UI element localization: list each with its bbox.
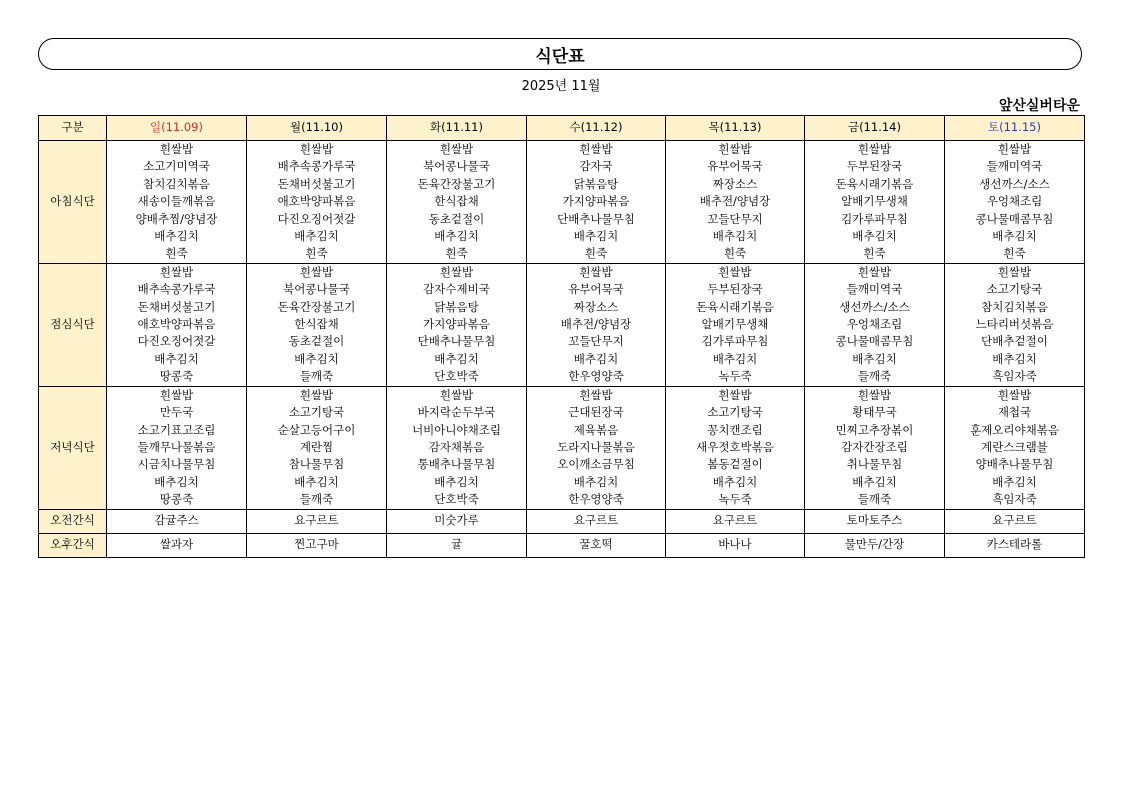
menu-item: 시금치나물무침 [137, 457, 216, 472]
menu-item: 바지락순두부국 [417, 405, 496, 420]
menu-item: 느타리버섯볶음 [975, 317, 1054, 332]
menu-item: 흰쌀밥 [718, 387, 752, 402]
lunch-row [39, 263, 1085, 386]
row-label: 오전간식 [39, 509, 107, 533]
morning-snack-cell-sat: 요구르트 [945, 509, 1085, 533]
menu-item: 돈채버섯불고기 [137, 299, 216, 314]
menu-item: 흰쌀밥 [997, 387, 1032, 402]
menu-item: 짜장소스 [573, 299, 619, 314]
menu-item: 들깨미역국 [986, 159, 1043, 174]
menu-item: 동초겉절이 [428, 211, 485, 226]
menu-item: 다진오징어젓갈 [137, 334, 216, 349]
afternoon-snack-cell-wed: 꿀호떡 [527, 533, 666, 557]
menu-item: 단배추나물무침 [557, 211, 635, 226]
menu-item: 북어콩나물국 [423, 159, 490, 174]
dinner-cell-sun [107, 386, 247, 509]
menu-item: 들깨미역국 [846, 282, 903, 297]
facility-name: 앞산실버타운 [998, 98, 1080, 114]
day-header-sun: 일(11.09) [107, 116, 247, 141]
menu-item: 소고기미역국 [143, 159, 210, 174]
menu-item: 양배추나물무침 [975, 457, 1054, 472]
menu-item: 들깨죽 [857, 369, 892, 384]
menu-item: 흰쌀밥 [718, 142, 752, 156]
menu-item: 단배추겉절이 [981, 334, 1048, 349]
menu-item: 흰쌀밥 [857, 264, 892, 279]
menu-item: 만두국 [159, 405, 194, 420]
day-header-sat: 토(11.15) [945, 116, 1085, 141]
dinner-cell-fri [805, 386, 945, 509]
page-title: 식단표 [535, 46, 585, 67]
day-header-wed: 수(11.12) [527, 116, 666, 141]
menu-item: 새우젓호박볶음 [696, 439, 774, 454]
menu-item: 감자채볶음 [428, 439, 485, 454]
menu-month: 2025년 11월 [521, 79, 601, 94]
menu-item: 봄동겉절이 [707, 457, 763, 472]
menu-item: 배추김치 [154, 474, 199, 489]
afternoon-snack-cell-fri: 물만두/간장 [805, 533, 945, 557]
morning-snack-cell-thu: 요구르트 [666, 509, 805, 533]
menu-item: 꽁치캔조림 [707, 422, 763, 437]
menu-item: 배추김치 [294, 351, 339, 366]
menu-item: 콩나물매콤무침 [835, 334, 914, 349]
menu-item: 배추김치 [712, 351, 758, 366]
header-label: 구분 [39, 116, 107, 141]
afternoon-snack-row [39, 533, 1085, 557]
menu-item: 알배기무생채 [841, 194, 908, 209]
menu-item: 흰쌀밥 [579, 142, 613, 156]
row-label: 아침식단 [39, 141, 107, 264]
dinner-cell-sat [945, 386, 1085, 509]
menu-item: 단호박죽 [434, 369, 479, 384]
menu-item: 알배기무생채 [701, 317, 769, 332]
menu-item: 돈육시래기볶음 [696, 299, 774, 314]
row-label: 저녁식단 [39, 386, 107, 509]
menu-item: 유부어묵국 [707, 159, 763, 174]
menu-item: 계란스크램블 [981, 439, 1048, 454]
breakfast-cell-thu [666, 141, 805, 264]
breakfast-cell-sat [945, 141, 1085, 264]
breakfast-cell-mon [247, 141, 387, 264]
breakfast-cell-wed [527, 141, 666, 264]
menu-item: 재첩국 [997, 405, 1032, 420]
menu-item: 오이깨소금무침 [557, 457, 635, 472]
menu-item: 배추김치 [573, 351, 619, 366]
menu-item: 흰죽 [445, 246, 468, 261]
menu-item: 흰쌀밥 [159, 264, 194, 279]
afternoon-snack-cell-mon: 찐고구마 [247, 533, 387, 557]
menu-item: 돈육간장불고기 [417, 176, 496, 191]
menu-item: 배추김치 [573, 474, 619, 489]
menu-item: 단배추나물무침 [417, 334, 496, 349]
menu-item: 훈제오리야채볶음 [970, 422, 1059, 437]
menu-item: 흰쌀밥 [439, 264, 474, 279]
menu-item: 소고기탕국 [986, 282, 1043, 297]
menu-item: 흰쌀밥 [299, 142, 334, 156]
menu-item: 김가루파무침 [841, 211, 908, 226]
menu-item: 우엉채조림 [986, 194, 1043, 209]
menu-item: 녹두죽 [718, 492, 752, 507]
row-label: 점심식단 [39, 263, 107, 386]
menu-table [38, 115, 1085, 558]
menu-item: 흰죽 [723, 246, 747, 261]
lunch-cell-sat [945, 263, 1085, 386]
menu-item: 흰쌀밥 [579, 387, 613, 402]
menu-item: 돈육간장불고기 [277, 299, 356, 314]
morning-snack-cell-mon: 요구르트 [247, 509, 387, 533]
afternoon-snack-cell-sat: 카스테라롤 [945, 533, 1085, 557]
menu-item: 취나물무침 [846, 457, 903, 472]
menu-item: 소고기탕국 [707, 405, 763, 420]
menu-item: 도라지나물볶음 [557, 439, 635, 454]
menu-item: 순살고등어구이 [277, 422, 356, 437]
row-label: 오후간식 [39, 533, 107, 557]
menu-item: 참치김치볶음 [143, 176, 210, 191]
menu-item: 배추김치 [154, 351, 199, 366]
menu-item: 감자수제비국 [423, 282, 490, 297]
lunch-cell-tue [387, 263, 527, 386]
menu-item: 배추김치 [852, 229, 897, 244]
menu-item: 흰쌀밥 [299, 387, 334, 402]
menu-item: 흰죽 [863, 246, 886, 261]
menu-item: 소고기표고조림 [137, 422, 216, 437]
menu-item: 흑임자죽 [992, 492, 1037, 507]
morning-snack-row [39, 509, 1085, 533]
menu-item: 녹두죽 [718, 369, 752, 384]
menu-item: 한식잡채 [434, 194, 479, 209]
morning-snack-cell-wed: 요구르트 [527, 509, 666, 533]
menu-item: 들깨죽 [299, 492, 334, 507]
menu-item: 참나물무침 [288, 457, 345, 472]
menu-item: 한식잡채 [294, 317, 339, 332]
menu-item: 닭볶음탕 [573, 176, 619, 191]
menu-item: 배추속콩가루국 [137, 282, 216, 297]
lunch-cell-wed [527, 263, 666, 386]
menu-item: 배추김치 [434, 229, 479, 244]
breakfast-cell-fri [805, 141, 945, 264]
menu-item: 흰쌀밥 [997, 142, 1032, 156]
menu-item: 꼬들단무지 [707, 211, 763, 226]
menu-item: 소고기탕국 [288, 405, 345, 420]
menu-item: 배추김치 [852, 474, 897, 489]
afternoon-snack-cell-thu: 바나나 [666, 533, 805, 557]
menu-item: 흰쌀밥 [299, 264, 334, 279]
menu-item: 배추김치 [294, 474, 339, 489]
menu-item: 흑임자죽 [992, 369, 1037, 384]
menu-item: 감자국 [579, 159, 613, 174]
menu-item: 유부어묵국 [568, 282, 624, 297]
dinner-cell-mon [247, 386, 387, 509]
menu-item: 배추김치 [712, 474, 758, 489]
menu-item: 민찌고추장볶이 [835, 422, 914, 437]
menu-item: 흰쌀밥 [857, 142, 892, 156]
menu-item: 애호박양파볶음 [137, 317, 216, 332]
menu-item: 배추김치 [294, 229, 339, 244]
menu-item: 흰쌀밥 [997, 264, 1032, 279]
menu-item: 가지양파볶음 [423, 317, 490, 332]
dinner-row [39, 386, 1085, 509]
menu-item: 애호박양파볶음 [277, 194, 356, 209]
menu-item: 닭볶음탕 [434, 299, 479, 314]
breakfast-cell-tue [387, 141, 527, 264]
menu-item: 배추김치 [992, 229, 1037, 244]
menu-item: 땅콩죽 [159, 492, 194, 507]
menu-item: 배추김치 [712, 229, 758, 244]
menu-item: 흰쌀밥 [159, 387, 194, 402]
menu-item: 흰쌀밥 [439, 142, 474, 156]
menu-item: 콩나물매콤무침 [975, 211, 1054, 226]
menu-item: 우엉채조림 [846, 317, 903, 332]
lunch-cell-mon [247, 263, 387, 386]
menu-item: 배추전/양념장 [699, 194, 771, 209]
day-header-thu: 목(11.13) [666, 116, 805, 141]
menu-item: 김가루파무침 [701, 334, 769, 349]
menu-item: 양배추찜/양념장 [135, 211, 218, 226]
menu-item: 짜장소스 [712, 176, 758, 191]
menu-item: 배추속콩가루국 [277, 159, 356, 174]
afternoon-snack-cell-tue: 귤 [387, 533, 527, 557]
menu-item: 배추김치 [992, 474, 1037, 489]
dinner-cell-tue [387, 386, 527, 509]
menu-item: 통배추나물무침 [417, 457, 496, 472]
menu-item: 흰쌀밥 [159, 142, 194, 156]
menu-item: 땅콩죽 [159, 369, 194, 384]
menu-item: 한우영양죽 [568, 492, 624, 507]
lunch-cell-thu [666, 263, 805, 386]
menu-item: 배추김치 [573, 229, 619, 244]
menu-item: 들깨무나물볶음 [137, 439, 216, 454]
dinner-cell-wed [527, 386, 666, 509]
menu-item: 흰쌀밥 [579, 264, 613, 279]
menu-item: 계란찜 [299, 439, 334, 454]
morning-snack-cell-tue: 미숫가루 [387, 509, 527, 533]
morning-snack-cell-fri: 토마토주스 [805, 509, 945, 533]
menu-item: 흰죽 [165, 246, 188, 261]
menu-item: 다진오징어젓갈 [277, 211, 356, 226]
menu-item: 생선까스/소스 [839, 299, 910, 314]
menu-item: 감자간장조림 [841, 439, 908, 454]
menu-item: 흰죽 [305, 246, 328, 261]
day-header-mon: 월(11.10) [247, 116, 387, 141]
menu-item: 꼬들단무지 [568, 334, 624, 349]
menu-item: 흰쌀밥 [718, 264, 752, 279]
menu-item: 새송이들깨볶음 [137, 194, 216, 209]
menu-item: 배추전/양념장 [560, 317, 632, 332]
menu-item: 배추김치 [154, 229, 199, 244]
menu-item: 두부된장국 [707, 282, 763, 297]
menu-item: 동초겉절이 [288, 334, 345, 349]
day-header-fri: 금(11.14) [805, 116, 945, 141]
menu-item: 배추김치 [852, 351, 897, 366]
menu-item: 단호박죽 [434, 492, 479, 507]
day-header-tue: 화(11.11) [387, 116, 527, 141]
menu-item: 한우영양죽 [568, 369, 624, 384]
lunch-cell-sun [107, 263, 247, 386]
afternoon-snack-cell-sun: 쌀과자 [107, 533, 247, 557]
menu-item: 근대된장국 [568, 405, 624, 420]
menu-item: 배추김치 [434, 474, 479, 489]
menu-item: 참치김치볶음 [981, 299, 1048, 314]
morning-snack-cell-sun: 감귤주스 [107, 509, 247, 533]
menu-item: 흰죽 [1003, 246, 1026, 261]
menu-item: 돈육시래기볶음 [835, 176, 914, 191]
menu-item: 가지양파볶음 [562, 194, 630, 209]
menu-item: 너비아니야채조림 [412, 422, 501, 437]
breakfast-cell-sun [107, 141, 247, 264]
lunch-cell-fri [805, 263, 945, 386]
breakfast-row [39, 141, 1085, 264]
menu-item: 생선까스/소스 [979, 176, 1050, 191]
menu-item: 제육볶음 [573, 422, 619, 437]
menu-item: 들깨죽 [299, 369, 334, 384]
menu-item: 배추김치 [992, 351, 1037, 366]
menu-item: 흰죽 [584, 246, 608, 261]
menu-item: 흰쌀밥 [857, 387, 892, 402]
menu-item: 두부된장국 [846, 159, 903, 174]
header-row [39, 116, 1085, 141]
menu-item: 배추김치 [434, 351, 479, 366]
menu-title-box [38, 38, 1082, 70]
menu-item: 북어콩나물국 [283, 282, 350, 297]
menu-item: 흰쌀밥 [439, 387, 474, 402]
menu-item: 황태무국 [852, 405, 897, 420]
menu-item: 돈채버섯불고기 [277, 176, 356, 191]
dinner-cell-thu [666, 386, 805, 509]
menu-item: 들깨죽 [857, 492, 892, 507]
